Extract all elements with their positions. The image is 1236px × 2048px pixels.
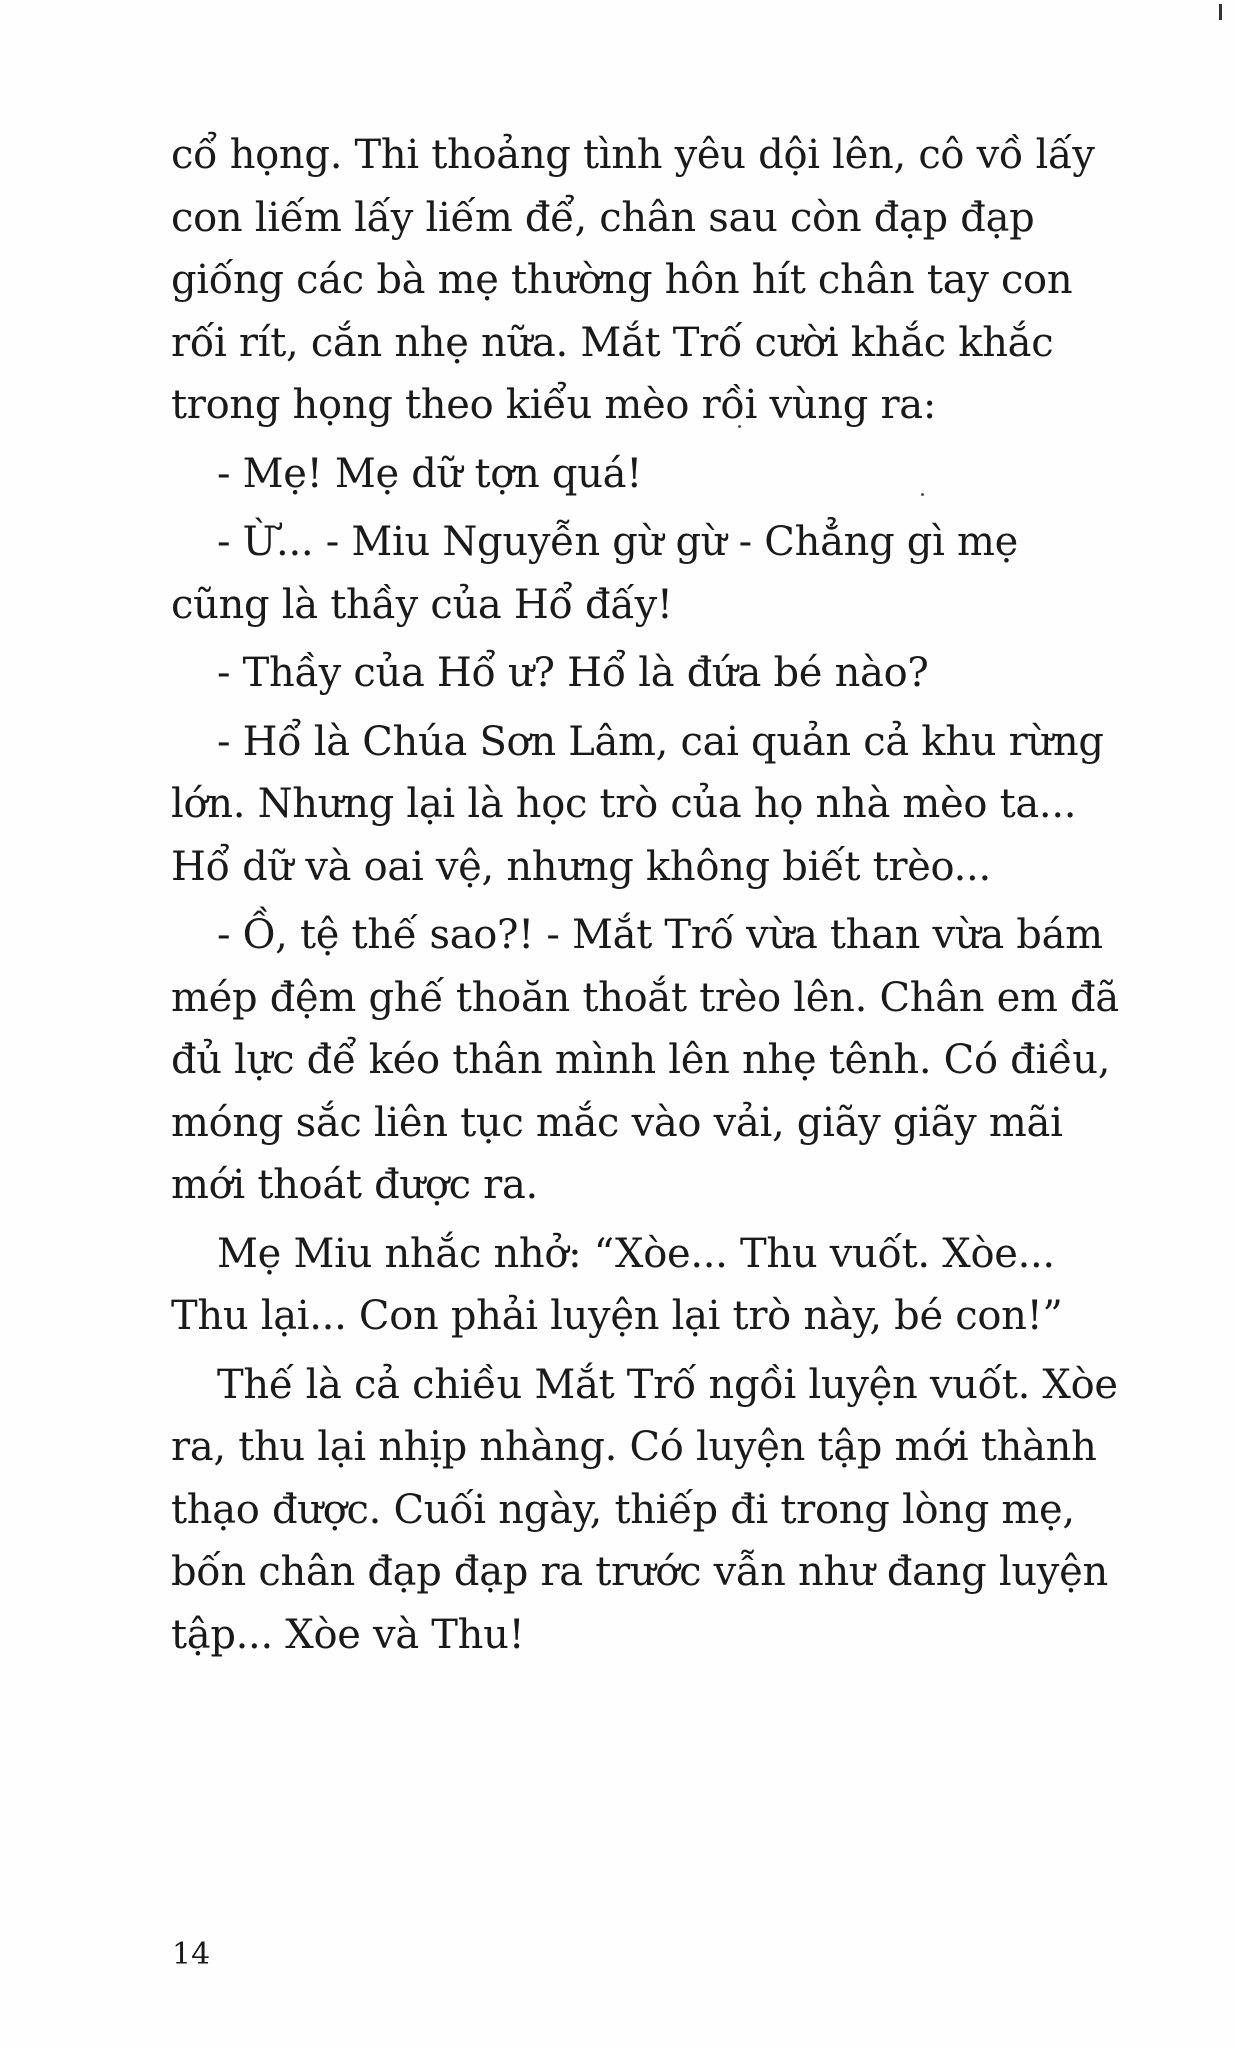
corner-mark <box>1219 4 1222 20</box>
paragraph-1: cổ họng. Thi thoảng tình yêu dội lên, cô vồ lấy con liếm lấy liếm để, chân sau còn đạp đạp giống các bà mẹ thường hôn hít chân tay con rối rít, cắn nhẹ nữa. Mắt Trố cười khắc khắc trong họng theo kiểu mèo rồi vùng ra: <box>171 132 1095 428</box>
page-number: 14 <box>172 1937 211 1972</box>
paragraph-6: - Ồ, tệ thế sao?! - Mắt Trố vừa than vừa bám mép đệm ghế thoăn thoắt trèo lên. Chân em đã đủ lực để kéo thân mình lên nhẹ tênh. Có điều, móng sắc liên tục mắc vào vải, giãy giãy mãi mới thoát được ra. <box>171 912 1119 1208</box>
paragraph-8: Thế là cả chiều Mắt Trố ngồi luyện vuốt. Xòe ra, thu lại nhịp nhàng. Có luyện tập mới thành thạo được. Cuối ngày, thiếp đi trong lòng mẹ, bốn chân đạp đạp ra trước vẫn như đang luyện tập... Xòe và Thu! <box>171 1361 1118 1658</box>
paragraph-3: - Ừ... - Miu Nguyễn gừ gừ - Chẳng gì mẹ cũng là thầy của Hổ đấy! <box>171 519 1019 628</box>
paragraph-5: - Hổ là Chúa Sơn Lâm, cai quản cả khu rừng lớn. Nhưng lại là học trò của họ nhà mèo ta... Hổ dữ và oai vệ, nhưng không biết trèo... <box>171 718 1104 890</box>
body-text <box>171 124 1121 1672</box>
paragraph-2: - Mẹ! Mẹ dữ tợn quá! <box>217 450 642 497</box>
paragraph-7: Mẹ Miu nhắc nhở: “Xòe... Thu vuốt. Xòe... Thu lại... Con phải luyện lại trò này, bé con!” <box>171 1230 1063 1339</box>
paragraph-4: - Thầy của Hổ ư? Hổ là đứa bé nào? <box>217 650 929 696</box>
